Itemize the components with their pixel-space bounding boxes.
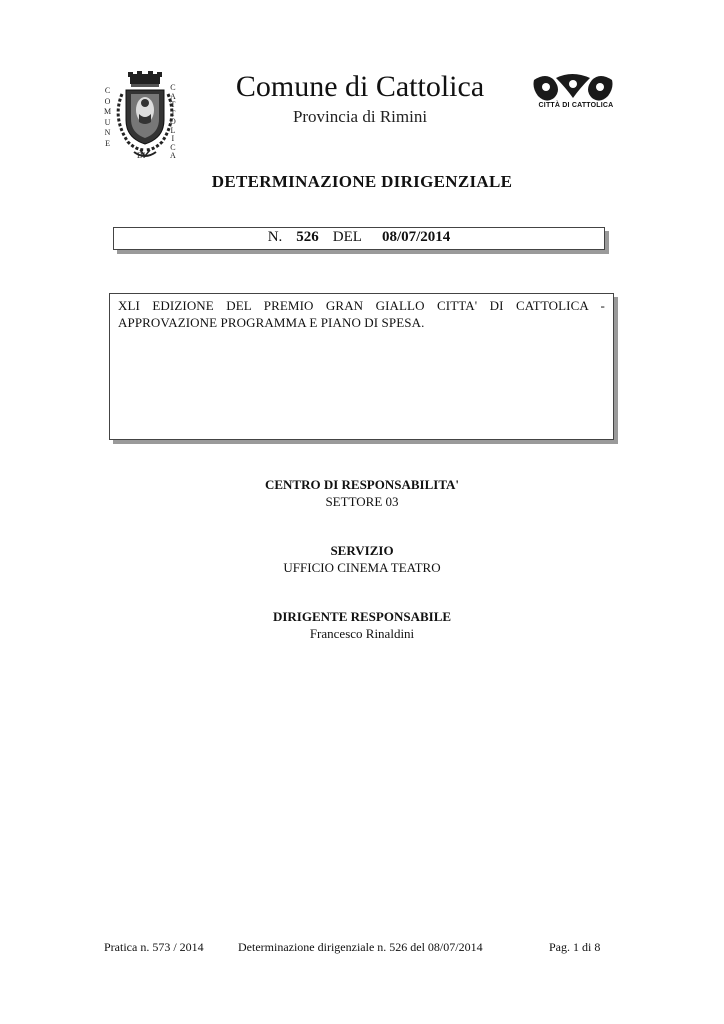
section-value-service: UFFICIO CINEMA TEATRO [283,560,441,575]
letter: C [170,142,176,152]
document-object: XLI EDIZIONE DEL PREMIO GRAN GIALLO CITTA' DI CATTOLICA - APPROVAZIONE PROGRAMMA E PIANO DI SPESA. [118,298,605,330]
letter: O [170,117,176,126]
section-heading-service: SERVIZIO [330,543,394,558]
letter: A [170,151,176,160]
document-object-box [109,293,614,440]
footer-determinazione: Determinazione dirigenziale n. 526 del 08/07/2014 [238,940,483,954]
city-logo-label: CITTÀ DI CATTOLICA [538,102,614,109]
letter: N [104,128,111,137]
document-type: DETERMINAZIONE DIRIGENZIALE [211,172,513,191]
page-subtitle: Provincia di Rimini [292,107,428,126]
page-title: Comune di Cattolica [235,70,485,103]
city-logo-icon [532,72,614,102]
date-label: DEL [332,229,362,245]
section-value-responsibility: SETTORE 03 [325,494,399,509]
section-heading-manager: DIRIGENTE RESPONSABILE [272,609,452,624]
footer-page-number: Pag. 1 di 8 [549,940,601,954]
letter: C [170,83,176,92]
document-number: 526 [296,229,319,245]
coat-bottom-text: DI [137,151,146,160]
letter: C [104,86,111,95]
letter: M [104,107,112,116]
section-heading-responsibility: CENTRO DI RESPONSABILITA' [264,477,460,492]
letter: O [104,96,111,106]
letter: T [170,108,176,118]
coat-left-letters [104,86,111,149]
letter: I [171,134,175,143]
letter: L [170,125,176,135]
letter: A [170,91,176,101]
section-value-manager: Francesco Rinaldini [309,626,415,641]
number-label: N. [267,229,283,245]
letter: E [105,138,110,148]
document-date: 08/07/2014 [381,229,451,245]
footer-pratica: Pratica n. 573 / 2014 [104,940,204,954]
coat-right-letters [170,84,176,161]
letter: T [170,100,176,109]
document-number-box [113,227,605,250]
letter: U [104,117,111,127]
